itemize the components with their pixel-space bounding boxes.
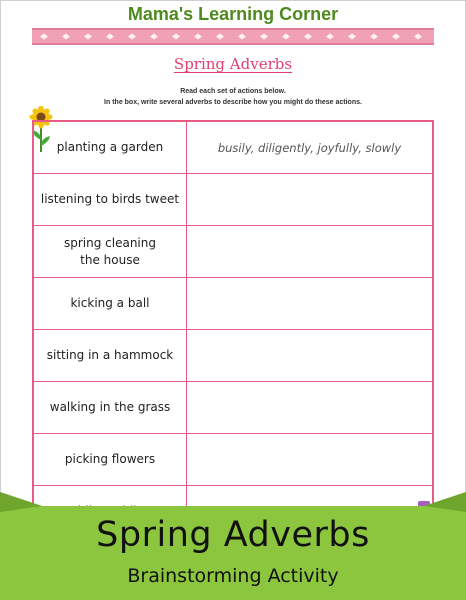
worksheet-title (0, 55, 466, 73)
table-row (34, 122, 432, 174)
table-row (34, 226, 432, 278)
band-motif (128, 34, 142, 40)
decorative-band (32, 28, 434, 45)
band-motif (304, 34, 318, 40)
band-motif (150, 34, 164, 40)
table-row (34, 330, 432, 382)
band-motif (348, 34, 362, 40)
band-motif (84, 34, 98, 40)
band-motif (106, 34, 120, 40)
adverb-table (32, 120, 434, 525)
answer-box[interactable]: busily, diligently, joyfully, slowly (217, 140, 402, 155)
band-motif (260, 34, 274, 40)
band-motif (392, 34, 406, 40)
table-row (34, 174, 432, 226)
answer-box[interactable] (187, 226, 432, 277)
answer-box[interactable] (187, 382, 432, 433)
band-motif (216, 34, 230, 40)
action-cell: spring cleaning the house (34, 226, 187, 277)
table-row (34, 434, 432, 486)
band-motif (238, 34, 252, 40)
action-cell: listening to birds tweet (34, 174, 187, 225)
action-cell: walking in the grass (34, 382, 187, 433)
band-motif (370, 34, 384, 40)
table-row (34, 382, 432, 434)
banner-subtitle: Brainstorming Activity (127, 565, 339, 587)
band-motif (194, 34, 208, 40)
table-row (34, 278, 432, 330)
band-motif (62, 34, 76, 40)
band-motif (326, 34, 340, 40)
action-cell: picking flowers (34, 434, 187, 485)
answer-box[interactable] (187, 434, 432, 485)
answer-box[interactable] (187, 174, 432, 225)
answer-box[interactable] (187, 330, 432, 381)
instruction-line-1: Read each set of actions below. (180, 88, 286, 95)
banner-title: Spring Adverbs (96, 515, 370, 555)
instruction-line-2: In the box, write several adverbs to describe how you might do these actions. (104, 99, 362, 106)
worksheet-title-text: Spring Adverbs (173, 55, 293, 73)
action-cell: planting a garden (34, 122, 187, 173)
band-motif (414, 34, 428, 40)
action-cell: kicking a ball (34, 278, 187, 329)
brand-title: Mama's Learning Corner (127, 4, 339, 24)
band-pattern (32, 30, 434, 43)
band-motif (282, 34, 296, 40)
band-motif (172, 34, 186, 40)
action-cell: sitting in a hammock (34, 330, 187, 381)
answer-box[interactable] (187, 278, 432, 329)
band-motif (40, 34, 54, 40)
